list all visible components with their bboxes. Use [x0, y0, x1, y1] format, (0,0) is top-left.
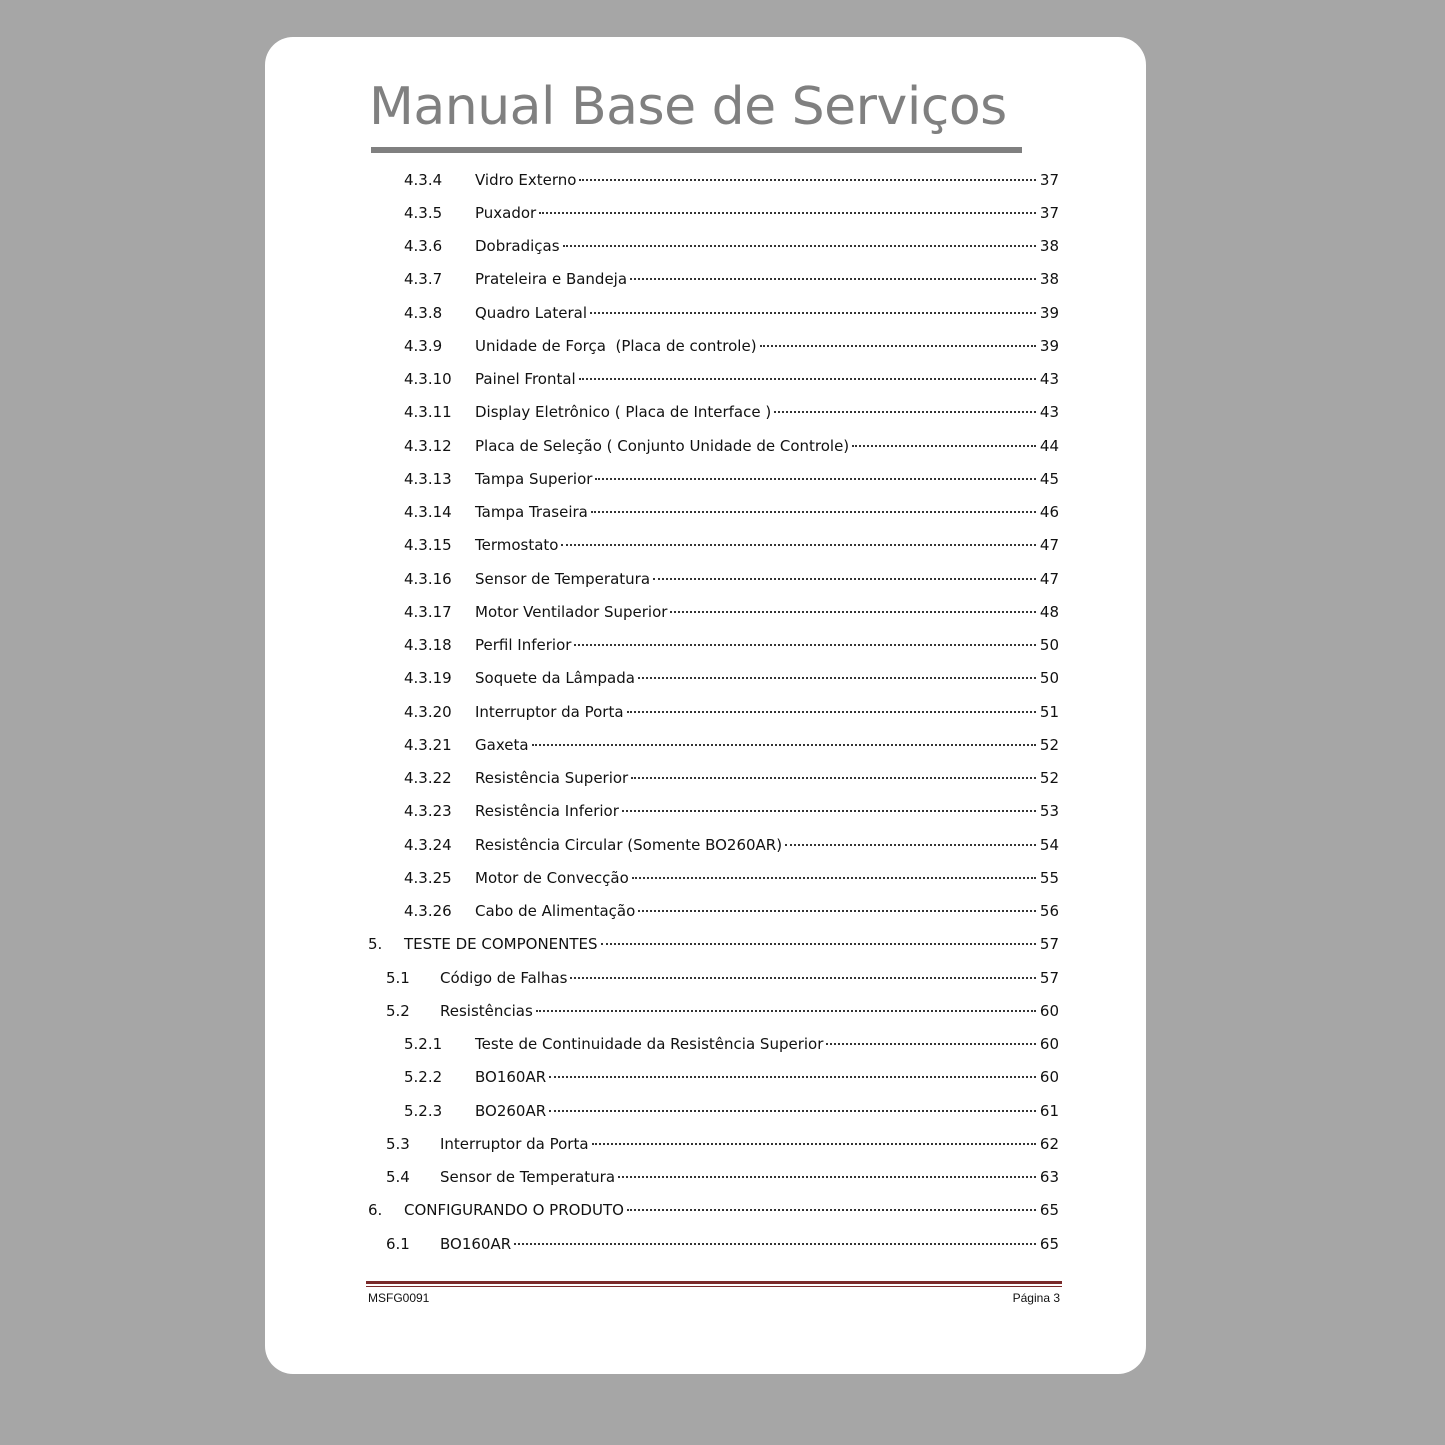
- toc-entry[interactable]: [265, 329, 1146, 362]
- toc-entry-page: 45: [1039, 469, 1059, 488]
- toc-dot-leader: [630, 278, 1036, 280]
- toc-entry-page: 65: [1039, 1201, 1059, 1220]
- toc-dot-leader: [785, 844, 1036, 846]
- toc-entry-title: BO160AR: [475, 1068, 547, 1087]
- toc-dot-leader: [532, 744, 1036, 746]
- toc-entry-title: Gaxeta: [475, 735, 529, 754]
- toc-entry-title: Termostato: [475, 536, 559, 555]
- toc-entry-number: 4.3.10: [404, 370, 452, 388]
- toc-entry-page: 55: [1039, 868, 1059, 887]
- toc-entry[interactable]: [265, 828, 1146, 861]
- toc-entry[interactable]: [265, 994, 1146, 1027]
- toc-dot-leader: [590, 312, 1036, 314]
- toc-entry-page: 61: [1039, 1101, 1059, 1120]
- document-title: Manual Base de Serviços: [369, 77, 1007, 137]
- toc-entry[interactable]: [265, 629, 1146, 662]
- toc-entry[interactable]: [265, 462, 1146, 495]
- toc-entry[interactable]: [265, 1061, 1146, 1094]
- toc-entry-number: 5.4: [386, 1168, 410, 1186]
- toc-dot-leader: [632, 877, 1036, 879]
- toc-entry-number: 4.3.5: [404, 203, 443, 222]
- toc-entry[interactable]: [265, 1127, 1146, 1160]
- toc-entry[interactable]: [265, 861, 1146, 894]
- toc-entry-page: 39: [1039, 303, 1059, 322]
- toc-entry-title: Cabo de Alimentação: [475, 902, 636, 920]
- toc-entry-title: Placa de Seleção ( Conjunto Unidade de Controle): [475, 436, 850, 455]
- toc-entry-page: 60: [1039, 1068, 1059, 1087]
- toc-entry-page: 52: [1039, 735, 1059, 754]
- toc-entry[interactable]: [265, 196, 1146, 229]
- toc-dot-leader: [670, 611, 1036, 613]
- footer-rule: [366, 1281, 1062, 1284]
- toc-entry-page: 57: [1039, 968, 1059, 987]
- toc-entry-number: 4.3.9: [404, 336, 443, 355]
- toc-dot-leader: [549, 1076, 1036, 1078]
- toc-dot-leader: [570, 977, 1036, 979]
- toc-dot-leader: [638, 910, 1036, 912]
- toc-entry-number: 4.3.16: [404, 569, 452, 588]
- toc-entry-page: 44: [1039, 436, 1059, 455]
- toc-entry-number: 5.2.1: [404, 1035, 443, 1053]
- toc-entry-page: 37: [1039, 170, 1059, 189]
- toc-entry-page: 47: [1039, 536, 1059, 555]
- toc-entry-title: Painel Frontal: [475, 370, 576, 388]
- toc-entry-title: Resistência Circular (Somente BO260AR): [475, 835, 783, 854]
- toc-entry-number: 4.3.17: [404, 602, 452, 621]
- toc-entry-title: Perfil Inferior: [475, 636, 572, 654]
- toc-entry-page: 50: [1039, 636, 1059, 654]
- toc-entry-number: 4.3.19: [404, 669, 452, 688]
- toc-entry-number: 5.1: [386, 968, 410, 987]
- toc-entry-number: 4.3.26: [404, 902, 452, 920]
- toc-entry[interactable]: [265, 1028, 1146, 1061]
- toc-entry-title: Código de Falhas: [440, 968, 568, 987]
- toc-entry-title: Interruptor da Porta: [475, 702, 624, 721]
- toc-entry-title: BO160AR: [440, 1234, 512, 1253]
- toc-entry-page: 51: [1039, 702, 1059, 721]
- toc-entry-title: Tampa Traseira: [475, 503, 588, 521]
- toc-entry-page: 48: [1039, 602, 1059, 621]
- toc-entry-number: 4.3.24: [404, 835, 452, 854]
- toc-entry-title: Resistência Inferior: [475, 802, 619, 821]
- toc-entry[interactable]: [265, 762, 1146, 795]
- toc-entry-number: 4.3.22: [404, 769, 452, 787]
- toc-entry-number: 4.3.20: [404, 702, 452, 721]
- toc-entry[interactable]: [265, 296, 1146, 329]
- toc-entry-number: 4.3.18: [404, 636, 452, 654]
- toc-entry-page: 57: [1039, 935, 1059, 954]
- toc-entry[interactable]: [265, 695, 1146, 728]
- toc-entry-title: Motor de Convecção: [475, 868, 629, 887]
- toc-dot-leader: [774, 411, 1036, 413]
- toc-entry-page: 60: [1039, 1035, 1059, 1053]
- footer-rule-thin: [366, 1286, 1062, 1287]
- toc-entry-title: Interruptor da Porta: [440, 1134, 589, 1153]
- toc-entry-page: 63: [1039, 1168, 1059, 1186]
- toc-entry[interactable]: [265, 1227, 1146, 1260]
- toc-entry[interactable]: [265, 396, 1146, 429]
- toc-entry-page: 52: [1039, 769, 1059, 787]
- toc-dot-leader: [591, 511, 1036, 513]
- toc-entry[interactable]: [265, 163, 1146, 196]
- toc-dot-leader: [579, 179, 1036, 181]
- toc-entry-number: 6.: [368, 1201, 383, 1220]
- toc-entry-title: Display Eletrônico ( Placa de Interface ): [475, 403, 772, 422]
- toc-entry-page: 50: [1039, 669, 1059, 688]
- toc-entry-title: Tampa Superior: [475, 469, 593, 488]
- toc-entry[interactable]: [265, 928, 1146, 961]
- toc-entry-title: Sensor de Temperatura: [475, 569, 651, 588]
- toc-entry-title: Unidade de Força (Placa de controle): [475, 336, 757, 355]
- toc-entry-number: 4.3.21: [404, 735, 452, 754]
- toc-entry-page: 38: [1039, 237, 1059, 255]
- toc-entry-title: Vidro Externo: [475, 170, 577, 189]
- toc-entry-title: Motor Ventilador Superior: [475, 602, 668, 621]
- toc-entry-page: 62: [1039, 1134, 1059, 1153]
- toc-entry-page: 65: [1039, 1234, 1059, 1253]
- toc-entry-number: 5.2.3: [404, 1101, 443, 1120]
- toc-dot-leader: [627, 1209, 1036, 1211]
- toc-entry-number: 4.3.6: [404, 237, 443, 255]
- toc-entry-number: 5.2.2: [404, 1068, 443, 1087]
- toc-dot-leader: [638, 677, 1036, 679]
- toc-dot-leader: [631, 777, 1036, 779]
- toc-entry-title: TESTE DE COMPONENTES: [404, 935, 598, 954]
- toc-entry-number: 5.3: [386, 1134, 410, 1153]
- toc-entry-page: 43: [1039, 370, 1059, 388]
- toc-entry[interactable]: [265, 895, 1146, 928]
- toc-entry-title: Teste de Continuidade da Resistência Superior: [475, 1035, 824, 1053]
- toc-entry-number: 4.3.8: [404, 303, 443, 322]
- toc-entry-number: 4.3.12: [404, 436, 452, 455]
- toc-entry-title: Sensor de Temperatura: [440, 1168, 616, 1186]
- toc-entry[interactable]: [265, 496, 1146, 529]
- toc-dot-leader: [760, 345, 1036, 347]
- footer-page-number: Página 3: [1012, 1291, 1060, 1305]
- toc-entry[interactable]: [265, 363, 1146, 396]
- title-underline: [371, 147, 1022, 153]
- toc-entry[interactable]: [265, 562, 1146, 595]
- toc-entry-title: Soquete da Lâmpada: [475, 669, 635, 688]
- toc-entry-page: 43: [1039, 403, 1059, 422]
- toc-dot-leader: [653, 578, 1036, 580]
- toc-dot-leader: [563, 245, 1036, 247]
- toc-entry-page: 39: [1039, 336, 1059, 355]
- toc-dot-leader: [561, 544, 1036, 546]
- toc-entry-title: BO260AR: [475, 1101, 547, 1120]
- toc-entry-number: 5.2: [386, 1001, 410, 1020]
- toc-entry[interactable]: [265, 529, 1146, 562]
- toc-entry-number: 4.3.14: [404, 503, 452, 521]
- toc-dot-leader: [579, 378, 1036, 380]
- toc-dot-leader: [595, 478, 1036, 480]
- toc-entry-number: 4.3.15: [404, 536, 452, 555]
- toc-entry[interactable]: [265, 595, 1146, 628]
- toc-entry-page: 37: [1039, 203, 1059, 222]
- toc-entry[interactable]: [265, 728, 1146, 761]
- toc-entry-title: Resistências: [440, 1001, 533, 1020]
- toc-entry-page: 60: [1039, 1001, 1059, 1020]
- toc-entry-title: CONFIGURANDO O PRODUTO: [404, 1201, 624, 1220]
- toc-entry-number: 4.3.25: [404, 868, 452, 887]
- toc-dot-leader: [574, 644, 1036, 646]
- toc-entry[interactable]: [265, 1161, 1146, 1194]
- toc-dot-leader: [852, 445, 1036, 447]
- toc-entry-page: 38: [1039, 270, 1059, 289]
- toc-dot-leader: [514, 1243, 1036, 1245]
- toc-entry-title: Puxador: [475, 203, 537, 222]
- toc-entry[interactable]: [265, 961, 1146, 994]
- toc-entry-page: 56: [1039, 902, 1059, 920]
- toc-dot-leader: [539, 212, 1036, 214]
- document-page: [265, 37, 1146, 1374]
- toc-entry[interactable]: [265, 263, 1146, 296]
- toc-dot-leader: [592, 1143, 1036, 1145]
- toc-entry-title: Quadro Lateral: [475, 303, 587, 322]
- toc-dot-leader: [536, 1010, 1036, 1012]
- toc-entry[interactable]: [265, 795, 1146, 828]
- toc-entry-page: 53: [1039, 802, 1059, 821]
- toc-entry[interactable]: [265, 1194, 1146, 1227]
- toc-dot-leader: [826, 1043, 1036, 1045]
- toc-entry-title: Resistência Superior: [475, 769, 629, 787]
- toc-dot-leader: [627, 711, 1036, 713]
- toc-entry-title: Prateleira e Bandeja: [475, 270, 628, 289]
- toc-entry-title: Dobradiças: [475, 237, 560, 255]
- toc-entry[interactable]: [265, 429, 1146, 462]
- toc-entry-number: 6.1: [386, 1234, 410, 1253]
- toc-dot-leader: [549, 1110, 1036, 1112]
- footer-doc-code: MSFG0091: [368, 1291, 430, 1305]
- toc-entry-page: 46: [1039, 503, 1059, 521]
- toc-entry[interactable]: [265, 1094, 1146, 1127]
- toc-entry-number: 5.: [368, 935, 383, 954]
- toc-entry-page: 47: [1039, 569, 1059, 588]
- toc-entry-page: 54: [1039, 835, 1059, 854]
- toc-entry[interactable]: [265, 662, 1146, 695]
- toc-dot-leader: [622, 810, 1036, 812]
- toc-entry-number: 4.3.7: [404, 270, 443, 289]
- table-of-contents: [265, 163, 1146, 1263]
- toc-entry[interactable]: [265, 230, 1146, 263]
- toc-entry-number: 4.3.11: [404, 403, 452, 422]
- toc-entry-number: 4.3.4: [404, 170, 443, 189]
- toc-entry-number: 4.3.13: [404, 469, 452, 488]
- toc-entry-number: 4.3.23: [404, 802, 452, 821]
- toc-dot-leader: [601, 943, 1036, 945]
- toc-dot-leader: [618, 1176, 1036, 1178]
